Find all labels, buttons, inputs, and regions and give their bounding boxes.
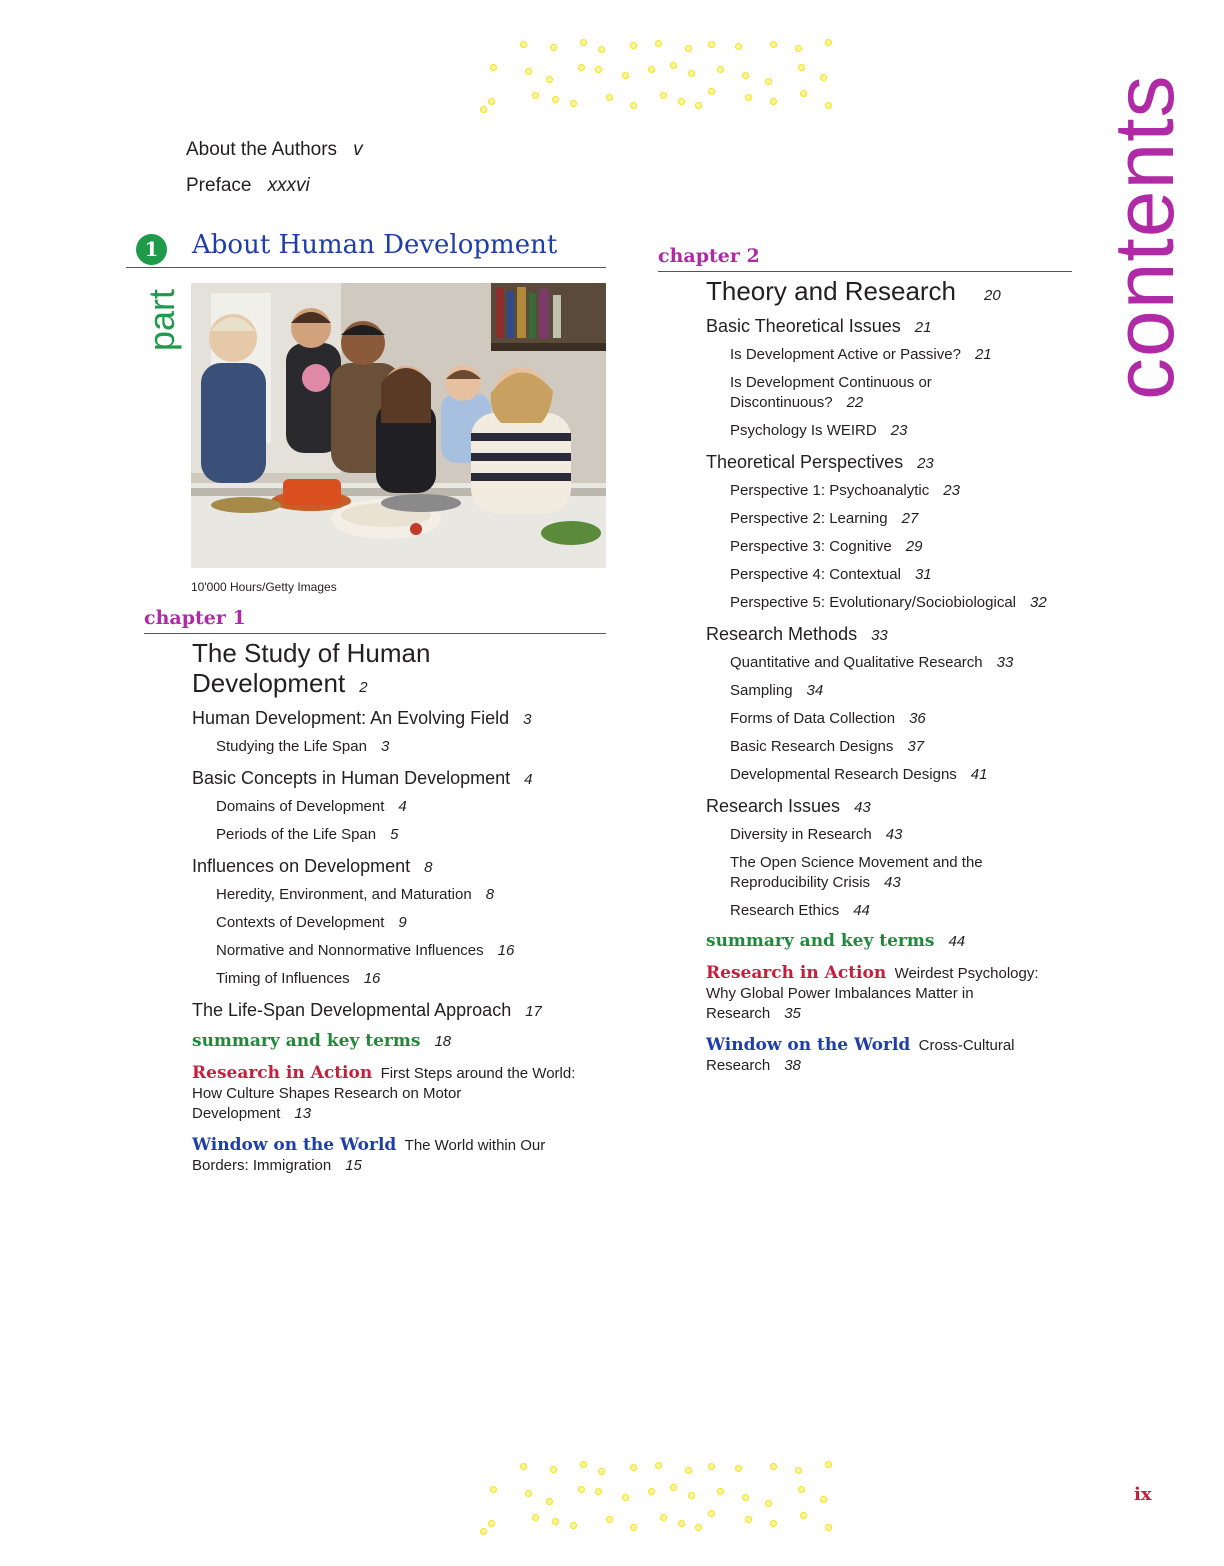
dot <box>552 96 559 103</box>
dot <box>708 88 715 95</box>
dot <box>770 41 777 48</box>
toc-entry-text: Domains of Development <box>216 798 385 815</box>
part-opener-photo <box>191 283 606 568</box>
toc-entry-page: 35 <box>784 1005 801 1022</box>
photo-credit: 10'000 Hours/Getty Images <box>191 580 337 594</box>
toc-subentry[interactable] <box>216 969 380 989</box>
feature-text: Weirdest Psychology: <box>894 965 1039 982</box>
toc-subentry[interactable] <box>730 901 870 921</box>
toc-entry-text: Basic Concepts in Human Development <box>192 768 511 788</box>
chapter-title-page: 2 <box>359 679 368 696</box>
dot <box>490 64 497 71</box>
toc-entry-page: 5 <box>390 826 399 843</box>
dot <box>708 1510 715 1517</box>
dot <box>708 1463 715 1470</box>
toc-subentry[interactable] <box>730 345 992 365</box>
family-cooking-photo <box>191 283 606 568</box>
toc-entry-page: 36 <box>909 710 926 727</box>
dot <box>717 1488 724 1495</box>
dot <box>630 102 637 109</box>
dot <box>595 66 602 73</box>
dot <box>695 102 702 109</box>
dot <box>525 1490 532 1497</box>
toc-entry-text: Sampling <box>730 682 793 699</box>
toc-subentry[interactable] <box>730 421 907 441</box>
feature-text: How Culture Shapes Research on Motor <box>192 1085 462 1102</box>
dot <box>688 1492 695 1499</box>
dot <box>660 1514 667 1521</box>
dot <box>735 1465 742 1472</box>
toc-entry-page: 44 <box>853 902 870 919</box>
dot <box>570 100 577 107</box>
toc-entry-page: 9 <box>398 914 407 931</box>
toc-entry[interactable] <box>192 707 532 731</box>
dot <box>678 1520 685 1527</box>
toc-entry-text: Periods of the Life Span <box>216 826 377 843</box>
toc-entry[interactable] <box>192 999 542 1023</box>
toc-entry-text: Forms of Data Collection <box>730 710 896 727</box>
toc-entry[interactable] <box>706 795 871 819</box>
dot <box>655 1462 662 1469</box>
toc-entry[interactable] <box>706 623 888 647</box>
front-matter-about-authors[interactable] <box>186 139 363 161</box>
toc-entry-page: 43 <box>884 874 901 891</box>
dot <box>546 1498 553 1505</box>
toc-entry[interactable] <box>192 855 432 879</box>
toc-entry-page: 31 <box>914 566 932 583</box>
chapter-title-line: The Study of Human <box>192 638 431 668</box>
front-matter-preface[interactable] <box>186 175 310 197</box>
toc-entry-page: 43 <box>854 799 871 816</box>
summary-label: summary and key terms <box>192 1031 421 1051</box>
feature-line <box>192 1156 602 1176</box>
feature-line <box>192 1135 602 1156</box>
toc-entry-page: 23 <box>890 422 908 439</box>
dot <box>532 92 539 99</box>
toc-subentry[interactable] <box>730 737 924 757</box>
toc-entry-text: Reproducibility Crisis <box>730 874 871 891</box>
toc-entry-text: Theoretical Perspectives <box>706 452 904 472</box>
toc-entry-text: Normative and Nonnormative Influences <box>216 942 484 959</box>
feature-text: Research <box>706 1057 771 1074</box>
chapter-title-line <box>192 668 430 703</box>
dot <box>800 90 807 97</box>
toc-subentry[interactable] <box>216 941 514 961</box>
dot <box>580 39 587 46</box>
dot <box>825 102 832 109</box>
dot <box>670 62 677 69</box>
dot <box>688 70 695 77</box>
toc-entry-text: Research Ethics <box>730 902 840 919</box>
dot <box>800 1512 807 1519</box>
chapter-2-title[interactable] <box>706 276 1001 311</box>
dot <box>765 1500 772 1507</box>
toc-entry-text: Basic Research Designs <box>730 738 894 755</box>
dot <box>490 1486 497 1493</box>
toc-entry-page: 18 <box>434 1033 452 1050</box>
toc-entry-text: Quantitative and Qualitative Research <box>730 654 983 671</box>
toc-subentry[interactable] <box>216 737 389 757</box>
toc-entry-page: 34 <box>806 682 824 699</box>
dot <box>606 94 613 101</box>
chapter-title-text: Theory and Research <box>706 276 957 306</box>
toc-entry-text: Psychology Is WEIRD <box>730 422 877 439</box>
dot <box>552 1518 559 1525</box>
toc-entry-page: 22 <box>846 394 864 411</box>
dot <box>532 1514 539 1521</box>
dot <box>630 1524 637 1531</box>
toc-entry-text: Perspective 1: Psychoanalytic <box>730 482 930 499</box>
dot <box>480 1528 487 1535</box>
toc-entry-text: Heredity, Environment, and Maturation <box>216 886 472 903</box>
page-folio: ix <box>1134 1484 1152 1505</box>
toc-entry-text: Developmental Research Designs <box>730 766 957 783</box>
toc-entry-page: 38 <box>784 1057 801 1074</box>
summary-key-terms-entry[interactable] <box>192 1031 451 1051</box>
toc-entry-text: Contexts of Development <box>216 914 385 931</box>
dot <box>820 74 827 81</box>
feature-text: First Steps around the World: <box>380 1065 576 1082</box>
front-matter-page: v <box>353 139 363 160</box>
feature-line <box>192 1104 602 1124</box>
part-title-rule <box>126 267 606 268</box>
dot <box>648 66 655 73</box>
toc-entry-page: 23 <box>943 482 960 499</box>
dot <box>678 98 685 105</box>
chapter-2-rule <box>658 271 1072 272</box>
toc-subentry[interactable] <box>730 593 1047 613</box>
part-number-badge: 1 <box>136 234 167 265</box>
toc-entry-text: Diversity in Research <box>730 826 872 843</box>
dot <box>820 1496 827 1503</box>
dot <box>546 76 553 83</box>
toc-subentry[interactable] <box>730 653 1013 673</box>
dot <box>735 43 742 50</box>
toc-subentry[interactable] <box>216 913 407 933</box>
research-label: Research in Action <box>706 963 887 983</box>
dot <box>685 1467 692 1474</box>
toc-entry-text: Research Methods <box>706 624 858 644</box>
dot <box>622 1494 629 1501</box>
toc-entry-page: 16 <box>497 942 515 959</box>
toc-entry-page: 4 <box>524 771 533 788</box>
toc-entry-line <box>730 873 983 893</box>
dot <box>742 1494 749 1501</box>
dot <box>578 64 585 71</box>
dot <box>825 1524 832 1531</box>
toc-entry-page: 21 <box>974 346 992 363</box>
toc-entry-page: 29 <box>905 538 923 555</box>
toc-entry-text: Research Issues <box>706 796 841 816</box>
dot <box>622 72 629 79</box>
toc-entry-line <box>730 393 932 413</box>
toc-entry-page: 27 <box>901 510 919 527</box>
dot <box>660 92 667 99</box>
dot <box>520 1463 527 1470</box>
feature-text: Development <box>192 1105 281 1122</box>
dot <box>655 40 662 47</box>
dot <box>770 98 777 105</box>
bottom-dot-pattern <box>480 1458 830 1532</box>
summary-label: summary and key terms <box>706 931 935 951</box>
toc-entry-text: The Open Science Movement and the <box>730 854 983 871</box>
chapter-title-text: Development <box>192 668 346 698</box>
toc-entry-text: Is Development Active or Passive? <box>730 346 961 363</box>
toc-subentry[interactable] <box>730 825 902 845</box>
dot <box>825 39 832 46</box>
toc-entry-text: The Life-Span Developmental Approach <box>192 1000 512 1020</box>
dot <box>630 1464 637 1471</box>
feature-text: Why Global Power Imbalances Matter in <box>706 985 974 1002</box>
toc-entry-page: 33 <box>871 627 888 644</box>
toc-entry-page: 8 <box>485 886 495 903</box>
feature-line <box>192 1063 602 1084</box>
dot <box>765 78 772 85</box>
toc-entry-page: 23 <box>917 455 934 472</box>
research-in-action-entry[interactable] <box>706 963 1066 1024</box>
toc-subentry[interactable] <box>216 825 398 845</box>
toc-subentry[interactable] <box>730 537 922 557</box>
dot <box>648 1488 655 1495</box>
toc-entry-text: Studying the Life Span <box>216 738 367 755</box>
feature-text: Cross-Cultural <box>918 1037 1015 1054</box>
dot <box>525 68 532 75</box>
dot <box>570 1522 577 1529</box>
dot <box>745 94 752 101</box>
dot <box>717 66 724 73</box>
toc-entry-page: 3 <box>523 711 532 728</box>
research-label: Research in Action <box>192 1063 373 1083</box>
dot <box>798 64 805 71</box>
feature-line <box>706 1035 1066 1056</box>
toc-entry-text: Timing of Influences <box>216 970 350 987</box>
toc-entry-text: Influences on Development <box>192 856 411 876</box>
dot <box>488 98 495 105</box>
chapter-1-rule <box>144 633 606 634</box>
front-matter-label: Preface <box>186 175 252 196</box>
window-on-the-world-entry[interactable] <box>706 1035 1066 1076</box>
toc-entry-page: 17 <box>525 1003 542 1020</box>
toc-entry-page: 21 <box>914 319 932 336</box>
front-matter-page: xxxvi <box>267 175 310 196</box>
toc-subentry[interactable] <box>730 481 960 501</box>
toc-entry-page: 37 <box>907 738 925 755</box>
toc-entry-text: Is Development Continuous or <box>730 374 932 391</box>
toc-entry[interactable] <box>706 451 934 475</box>
dot <box>598 46 605 53</box>
toc-entry-page: 3 <box>380 738 390 755</box>
front-matter-label: About the Authors <box>186 139 338 160</box>
dot <box>550 44 557 51</box>
part-vertical-label: part <box>141 288 182 352</box>
toc-entry-page: 41 <box>970 766 988 783</box>
contents-vertical-heading: contents <box>1097 74 1191 400</box>
dot <box>745 1516 752 1523</box>
toc-entry-text: Human Development: An Evolving Field <box>192 708 510 728</box>
feature-text: Research <box>706 1005 771 1022</box>
dot <box>708 41 715 48</box>
chapter-title-page: 20 <box>984 287 1001 304</box>
chapter-1-title[interactable] <box>192 638 430 703</box>
toc-subentry[interactable] <box>216 797 407 817</box>
dot <box>520 41 527 48</box>
toc-subentry[interactable] <box>730 565 932 585</box>
chapter-2-label: chapter 2 <box>658 245 760 267</box>
dot <box>795 1467 802 1474</box>
toc-subentry[interactable] <box>730 373 932 413</box>
toc-entry-text: Perspective 5: Evolutionary/Sociobiological <box>730 594 1016 611</box>
chapter-1-label: chapter 1 <box>144 607 246 629</box>
feature-line <box>706 963 1066 984</box>
feature-line <box>706 1056 1066 1076</box>
window-label: Window on the World <box>706 1035 911 1055</box>
dot <box>595 1488 602 1495</box>
dot <box>550 1466 557 1473</box>
feature-text: The World within Our <box>404 1137 546 1154</box>
part-title[interactable]: About Human Development <box>192 230 558 260</box>
toc-entry-page: 4 <box>398 798 407 815</box>
toc-entry-page: 32 <box>1030 594 1047 611</box>
feature-line <box>706 1004 1066 1024</box>
toc-entry-text: Perspective 2: Learning <box>730 510 888 527</box>
feature-text: Borders: Immigration <box>192 1157 332 1174</box>
dot <box>480 106 487 113</box>
research-in-action-entry[interactable] <box>192 1063 602 1124</box>
dot <box>798 1486 805 1493</box>
dot <box>770 1520 777 1527</box>
window-on-the-world-entry[interactable] <box>192 1135 602 1176</box>
toc-entry-page: 16 <box>363 970 381 987</box>
dot <box>670 1484 677 1491</box>
dot <box>685 45 692 52</box>
toc-entry[interactable] <box>192 767 533 791</box>
toc-entry-page: 44 <box>948 933 966 950</box>
dot <box>578 1486 585 1493</box>
summary-key-terms-entry[interactable] <box>706 931 965 951</box>
toc-entry-page: 8 <box>424 859 433 876</box>
dot <box>770 1463 777 1470</box>
dot <box>695 1524 702 1531</box>
dot <box>742 72 749 79</box>
dot <box>630 42 637 49</box>
dot <box>606 1516 613 1523</box>
top-dot-pattern <box>480 36 830 110</box>
window-label: Window on the World <box>192 1135 397 1155</box>
dot <box>825 1461 832 1468</box>
toc-entry-text: Perspective 3: Cognitive <box>730 538 892 555</box>
toc-subentry[interactable] <box>730 853 983 893</box>
toc-subentry[interactable] <box>730 709 926 729</box>
toc-subentry[interactable] <box>216 885 494 905</box>
toc-entry-page: 43 <box>885 826 903 843</box>
toc-subentry[interactable] <box>730 681 823 701</box>
toc-subentry[interactable] <box>730 509 918 529</box>
dot <box>598 1468 605 1475</box>
toc-entry-page: 15 <box>345 1157 362 1174</box>
toc-entry[interactable] <box>706 315 931 339</box>
toc-entry-text: Discontinuous? <box>730 394 833 411</box>
toc-subentry[interactable] <box>730 765 987 785</box>
toc-entry-page: 33 <box>996 654 1014 671</box>
toc-entry-text: Basic Theoretical Issues <box>706 316 901 336</box>
dot <box>795 45 802 52</box>
dot <box>580 1461 587 1468</box>
toc-entry-text: Perspective 4: Contextual <box>730 566 901 583</box>
toc-entry-page: 13 <box>294 1105 312 1122</box>
dot <box>488 1520 495 1527</box>
